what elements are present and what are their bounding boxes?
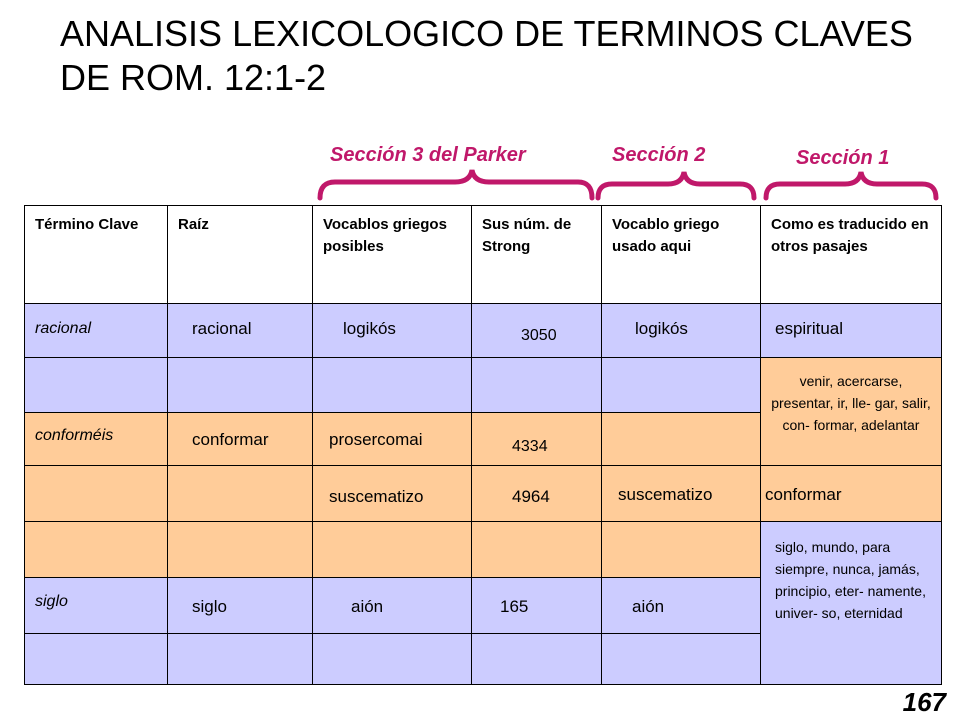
- table-row: [25, 522, 168, 578]
- r4-strong: 4964: [512, 487, 550, 506]
- r6-vocablo: aión: [351, 597, 384, 616]
- table-cell: [168, 634, 313, 685]
- merged-traducido-prosercomai: [761, 358, 942, 466]
- table-cell: [313, 634, 472, 685]
- header-strong-text: Sus núm. de Strong: [482, 216, 572, 255]
- table-row: [25, 578, 168, 634]
- merged-venir-text: venir, acercarse, presentar, ir, lle- gar, salir, con- formar, adelantar: [771, 373, 931, 433]
- header-raiz-text: Raíz: [178, 216, 209, 233]
- table-row: [25, 413, 168, 466]
- page-number: 167: [902, 687, 946, 717]
- header-usado-text: Vocablo griego usado aqui: [612, 216, 720, 255]
- table-cell: [761, 466, 942, 522]
- r3-raiz: conformar: [192, 430, 269, 449]
- r4-traducido: conformar: [765, 485, 842, 504]
- table-cell: [168, 304, 313, 358]
- r3-strong: 4334: [512, 438, 548, 455]
- table-cell: [313, 466, 472, 522]
- table-cell: [168, 578, 313, 634]
- table-row: [25, 634, 168, 685]
- r1-termino: racional: [35, 320, 92, 337]
- table-row: [25, 304, 168, 358]
- header-traducido: [761, 206, 942, 304]
- r1-vocablo: logikós: [343, 319, 396, 338]
- table-cell: [168, 413, 313, 466]
- table-cell: [472, 578, 602, 634]
- table-cell: [168, 358, 313, 413]
- table-cell: [472, 413, 602, 466]
- r6-usado: aión: [632, 597, 665, 616]
- table-row: [25, 466, 168, 522]
- r3-vocablo: prosercomai: [329, 430, 423, 449]
- section-2-brace: [598, 172, 754, 198]
- table-cell: [313, 413, 472, 466]
- r6-raiz: siglo: [192, 597, 227, 616]
- table-cell: [602, 522, 761, 578]
- r6-termino: siglo: [35, 593, 68, 610]
- section-2-label: Sección 2: [612, 144, 706, 166]
- section-braces: [0, 0, 960, 210]
- table-cell: [602, 304, 761, 358]
- header-strong: [472, 206, 602, 304]
- table-row: [25, 358, 168, 413]
- header-raiz: [168, 206, 313, 304]
- section-1-brace: [766, 172, 936, 198]
- merged-traducido-aion: [761, 522, 942, 685]
- table-cell: [761, 304, 942, 358]
- table-cell: [602, 413, 761, 466]
- header-vocablos-text: Vocablos griegos posibles: [323, 216, 447, 255]
- section-3-label: Sección 3 del Parker: [330, 144, 526, 166]
- r1-raiz: racional: [192, 319, 252, 338]
- table-cell: [313, 304, 472, 358]
- table-cell: [602, 634, 761, 685]
- header-usado: [602, 206, 761, 304]
- header-vocablos: [313, 206, 472, 304]
- table-cell: [602, 578, 761, 634]
- table-cell: [472, 304, 602, 358]
- r1-usado: logikós: [635, 319, 688, 338]
- r1-strong: 3050: [521, 327, 557, 344]
- header-termino-text: Término Clave: [35, 216, 139, 233]
- table-cell: [168, 466, 313, 522]
- r1-traducido: espiritual: [775, 319, 844, 338]
- r6-strong: 165: [500, 597, 529, 616]
- table-cell: [168, 522, 313, 578]
- table-cell: [602, 466, 761, 522]
- table-cell: [472, 466, 602, 522]
- r4-usado: suscematizo: [618, 485, 713, 504]
- r4-vocablo: suscematizo: [329, 487, 424, 506]
- table-cell: [472, 522, 602, 578]
- r3-termino: conforméis: [35, 427, 114, 444]
- header-termino: [25, 206, 168, 304]
- table-cell: [602, 358, 761, 413]
- table-cell: [313, 358, 472, 413]
- section-1-label: Sección 1: [796, 147, 890, 169]
- table-cell: [313, 522, 472, 578]
- section-3-brace: [320, 170, 592, 198]
- merged-siglo-text: siglo, mundo, para siempre, nunca, jamás, principio, eter- namente, univer- so, eternidad: [775, 539, 926, 621]
- page-title: ANALISIS LEXICOLOGICO DE TERMINOS CLAVES DE ROM. 12:1-2: [60, 13, 913, 98]
- header-traducido-text: Como es traducido en otros pasajes: [771, 216, 929, 255]
- table-cell: [313, 578, 472, 634]
- table-cell: [472, 634, 602, 685]
- table-cell: [472, 358, 602, 413]
- lexical-table: [24, 205, 942, 685]
